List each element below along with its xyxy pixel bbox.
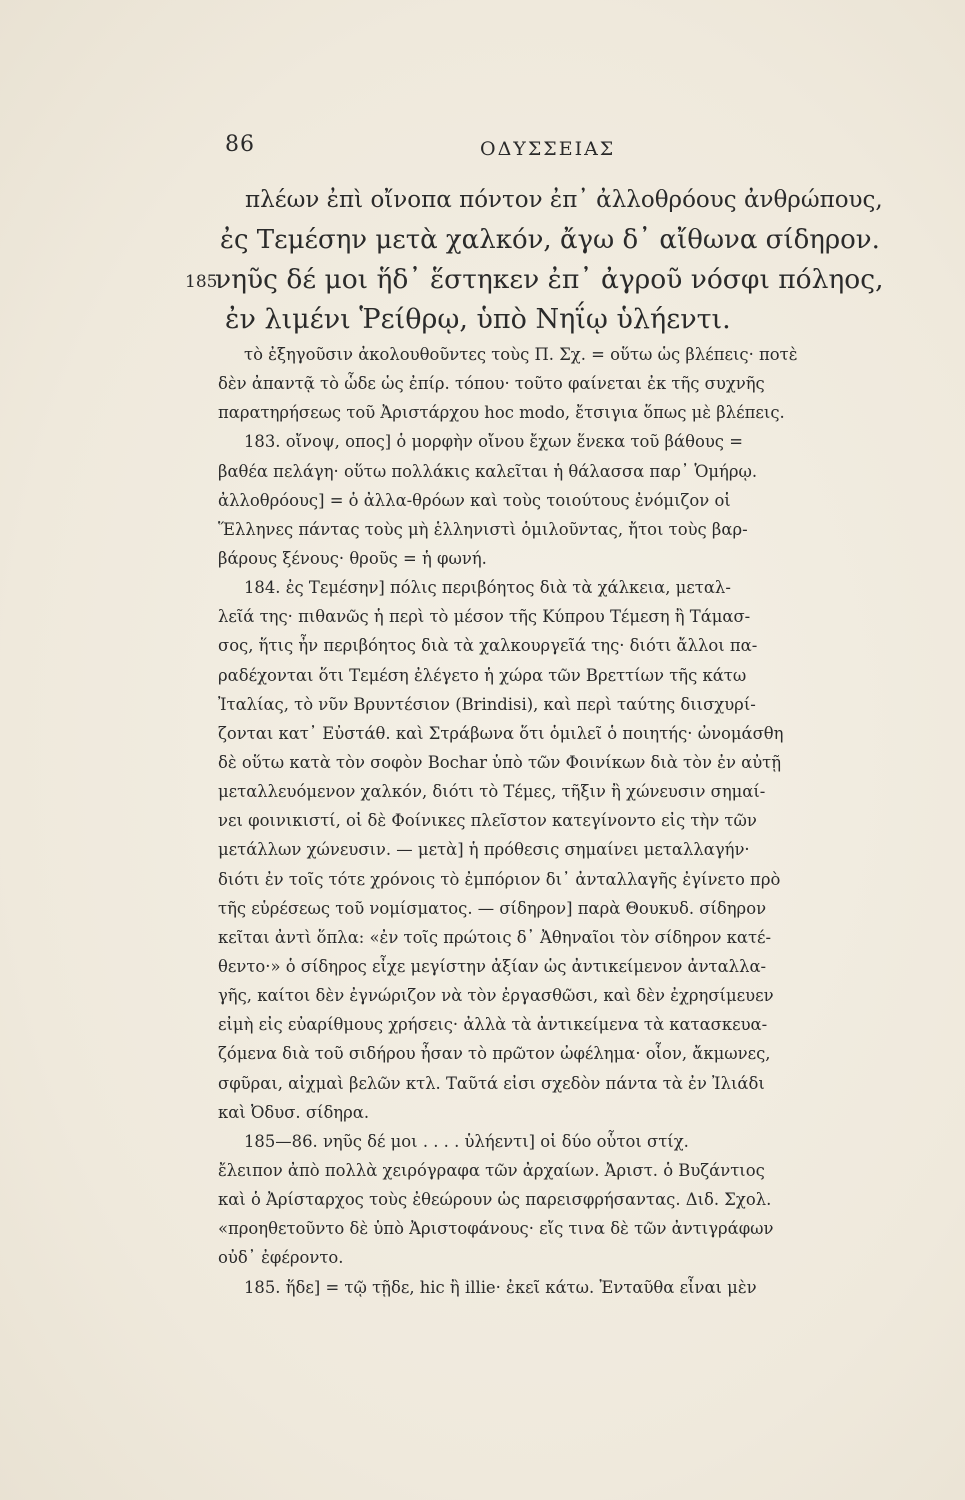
commentary-line: ἔλειπον ἀπὸ πολλὰ χειρόγραφα τῶν ἀρχαίων. Ἀριστ. ὁ Βυζάντιος	[218, 1160, 765, 1180]
commentary-line: κεῖται ἀντὶ ὅπλα: «ἐν τοῖς πρώτοις δ᾽ Ἀθηναῖοι τὸν σίδηρον κατέ-	[218, 927, 772, 947]
commentary-block	[218, 340, 868, 1302]
verse-line	[185, 300, 885, 340]
commentary-line: δὲ οὕτω κατὰ τὸν σοφὸν Bochar ὑπὸ τῶν Φοινίκων διὰ τὸν ἐν αὐτῇ	[218, 752, 782, 772]
verse-number: 185	[185, 272, 218, 292]
commentary-line: καὶ ὁ Ἀρίσταρχος τοὺς ἐθεώρουν ὡς παρεισφρήσαντας. Διδ. Σχολ.	[218, 1190, 772, 1210]
commentary-line: 184. ἐς Τεμέσην] πόλις περιβόητος διὰ τὰ χάλκεια, μεταλ-	[244, 578, 731, 598]
verse-text: ἐς Τεμέσην μετὰ χαλκόν, ἄγω δ᾽ αἴθωνα σίδηρον.	[220, 225, 880, 255]
commentary-line: μεταλλευόμενον χαλκόν, διότι τὸ Τέμες, τῆξιν ἢ χώνευσιν σημαί-	[218, 782, 766, 802]
commentary-line: Ἰταλίας, τὸ νῦν Βρυντέσιον (Brindisi), καὶ περὶ ταύτης διισχυρί-	[218, 694, 756, 714]
commentary-line: δὲν ἀπαντᾷ τὸ ὧδε ὡς ἐπίρ. τόπου· τοῦτο φαίνεται ἐκ τῆς συχνῆς	[218, 374, 765, 394]
commentary-line: σος, ἥτις ἦν περιβόητος διὰ τὰ χαλκουργεῖά της· διότι ἄλλοι πα-	[218, 636, 758, 656]
commentary-line: τῆς εὑρέσεως τοῦ νομίσματος. — σίδηρον] παρὰ Θουκυδ. σίδηρον	[218, 898, 767, 918]
commentary-line: «προηθετοῦντο δὲ ὑπὸ Ἀριστοφάνους· εἴς τινα δὲ τῶν ἀντιγράφων	[218, 1219, 774, 1239]
commentary-line: γῆς, καίτοι δὲν ἐγνώριζον νὰ τὸν ἐργασθῶσι, καὶ δὲν ἐχρησίμευεν	[218, 986, 774, 1006]
commentary-line: ζονται κατ᾽ Εὐστάθ. καὶ Στράβωνα ὅτι ὁμιλεῖ ὁ ποιητής· ὠνομάσθη	[218, 723, 784, 743]
running-head: ΟΔΥΣΣΕΙΑΣ	[480, 138, 616, 160]
commentary-line: βάρους ξένους· θροῦς = ἡ φωνή.	[218, 548, 487, 568]
verse-block	[185, 180, 885, 340]
commentary-line: σφῦραι, αἰχμαὶ βελῶν κτλ. Ταῦτά εἰσι σχεδὸν πάντα τὰ ἐν Ἰλιάδι	[218, 1073, 765, 1093]
commentary-line: νει φοινικιστί, οἱ δὲ Φοίνικες πλεῖστον κατεγίνοντο εἰς τὴν τῶν	[218, 811, 757, 831]
verse-line	[185, 220, 885, 260]
commentary-line: καὶ Ὀδυσ. σίδηρα.	[218, 1102, 370, 1122]
commentary-line: 185—86. νηῦς δέ μοι . . . . ὑλήεντι] οἱ δύο οὗτοι στίχ.	[244, 1131, 689, 1151]
commentary-line: διότι ἐν τοῖς τότε χρόνοις τὸ ἐμπόριον δι᾽ ἀνταλλαγῆς ἐγίνετο πρὸ	[218, 869, 781, 889]
verse-text: νηῦς δέ μοι ἥδ᾽ ἕστηκεν ἐπ᾽ ἀγροῦ νόσφι πόληος,	[215, 264, 884, 295]
commentary-line: Ἕλληνες πάντας τοὺς μὴ ἑλληνιστὶ ὁμιλοῦντας, ἤτοι τοὺς βαρ-	[218, 519, 748, 539]
commentary-line: ραδέχονται ὅτι Τεμέση ἐλέγετο ἡ χώρα τῶν Βρεττίων τῆς κάτω	[218, 665, 747, 685]
commentary-line: μετάλλων χώνευσιν. — μετὰ] ἡ πρόθεσις σημαίνει μεταλλαγήν·	[218, 840, 750, 860]
verse-text: πλέων ἐπὶ οἴνοπα πόντον ἐπ᾽ ἀλλοθρόους ἀνθρώπους,	[245, 187, 883, 213]
commentary-line: θεντο·» ὁ σίδηρος εἶχε μεγίστην ἀξίαν ὡς ἀντικείμενον ἀνταλλα-	[218, 956, 767, 976]
commentary-line: οὐδ᾽ ἐφέροντο.	[218, 1248, 344, 1268]
commentary-line: εἰμὴ εἰς εὐαρίθμους χρήσεις· ἀλλὰ τὰ ἀντικείμενα τὰ κατασκευα-	[218, 1015, 768, 1035]
commentary-line: βαθέα πελάγη· οὕτω πολλάκις καλεῖται ἡ θάλασσα παρ᾽ Ὁμήρῳ.	[218, 461, 758, 481]
verse-text: ἐν λιμένι Ῥείθρῳ, ὑπὸ Νηΐῳ ὑλήεντι.	[225, 304, 731, 335]
verse-line	[185, 180, 885, 220]
verse-line	[185, 260, 885, 300]
page-number: 86	[225, 132, 255, 157]
page-header	[225, 128, 845, 168]
commentary-line: 185. ἥδε] = τῷ τῇδε, hic ἢ illie· ἐκεῖ κάτω. Ἐνταῦθα εἶναι μὲν	[244, 1277, 757, 1297]
commentary-line: ζόμενα διὰ τοῦ σιδήρου ἦσαν τὸ πρῶτον ὠφέλημα· οἷον, ἄκμωνες,	[218, 1044, 771, 1064]
commentary-line: 183. οἴνοψ, οπος] ὁ μορφὴν οἴνου ἔχων ἕνεκα τοῦ βάθους =	[244, 432, 743, 452]
commentary-line: λεῖά της· πιθανῶς ἡ περὶ τὸ μέσον τῆς Κύπρου Τέμεση ἢ Τάμασ-	[218, 607, 751, 627]
commentary-line: τὸ ἐξηγοῦσιν ἀκολουθοῦντες τοὺς Π. Σχ. = οὕτω ὡς βλέπεις· ποτὲ	[244, 345, 798, 364]
commentary-line: ἀλλοθρόους] = ὁ ἀλλα-θρόων καὶ τοὺς τοιούτους ἐνόμιζον οἱ	[218, 490, 731, 510]
commentary-line: παρατηρήσεως τοῦ Ἀριστάρχου hoc modo, ἔτσιγια ὅπως μὲ βλέπεις.	[218, 403, 785, 423]
